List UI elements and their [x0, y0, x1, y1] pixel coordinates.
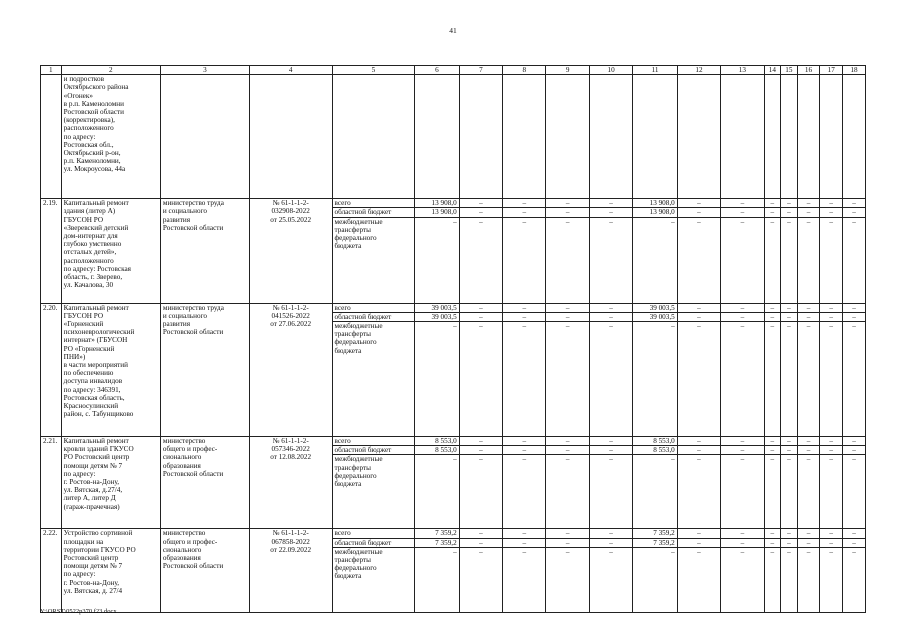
project-row — [41, 303, 866, 312]
amount-col-6: – — [415, 322, 459, 437]
amount-col-12: – — [677, 322, 720, 437]
column-number-1: 1 — [41, 66, 62, 75]
amount-col-14: – — [764, 208, 781, 217]
amount-col-8: – — [503, 199, 546, 208]
amount-col-12: – — [677, 312, 720, 321]
column-number-7: 7 — [459, 66, 502, 75]
project-doc: № 61-1-1-2- 067858-2022 от 22.09.2022 — [249, 529, 332, 612]
amount-col-9: – — [546, 538, 589, 547]
amount-col-17: – — [820, 199, 843, 208]
amount-col-9: – — [546, 312, 589, 321]
amount-col-9: – — [546, 529, 589, 538]
amount-col-9: – — [546, 199, 589, 208]
amount-col-18: – — [843, 303, 866, 312]
amount-col-11: 39 003,5 — [633, 312, 677, 321]
project-num: 2.22. — [41, 529, 62, 612]
amount-col-11: 13 908,0 — [633, 199, 677, 208]
amount-col-16: – — [797, 437, 820, 446]
project-row — [41, 199, 866, 208]
amount-col-7: – — [459, 303, 502, 312]
amount-col-10: – — [589, 446, 632, 455]
amount-col-13: – — [721, 199, 764, 208]
amount-col-8: – — [503, 455, 546, 529]
project-num: 2.20. — [41, 303, 62, 436]
funding-source-label: всего — [332, 437, 415, 446]
amount-col-7: – — [459, 529, 502, 538]
amount-col-7: – — [459, 312, 502, 321]
amount-col-17: – — [820, 208, 843, 217]
amount-col-10: – — [589, 217, 632, 303]
amount-col-6: 39 003,5 — [415, 303, 459, 312]
amount-col-14: – — [764, 322, 781, 437]
amount-col-15: – — [781, 529, 798, 538]
page-number: 41 — [449, 26, 457, 35]
amount-col-17: – — [820, 547, 843, 612]
amount-col-15: – — [781, 538, 798, 547]
amount-col-12: – — [677, 455, 720, 529]
amount-col-18: – — [843, 199, 866, 208]
project-org: министерство общего и профес- сионального образования Ростовской области — [160, 529, 249, 612]
continued-object-name: и подростков Октябрьского района «Огонек» в р.п. Каменоломни Ростовской области (корректировка), расположенного по адресу: Ростовская обл., Октябрьский р-он, р.п. Каменоломни, ул. Мокроусова, 44а — [61, 75, 160, 199]
amount-col-9: – — [546, 303, 589, 312]
column-number-2: 2 — [61, 66, 160, 75]
amount-col-6: – — [415, 547, 459, 612]
amount-col-14: – — [764, 437, 781, 446]
column-number-11: 11 — [633, 66, 677, 75]
amount-col-10: – — [589, 538, 632, 547]
amount-col-17: – — [820, 312, 843, 321]
amount-col-10: – — [589, 437, 632, 446]
column-number-4: 4 — [249, 66, 332, 75]
amount-col-14: – — [764, 217, 781, 303]
funding-source-label: межбюджетные трансферты федерального бюджета — [332, 322, 415, 437]
amount-col-18: – — [843, 446, 866, 455]
amount-col-15: – — [781, 547, 798, 612]
amount-col-16: – — [797, 529, 820, 538]
amount-col-8: – — [503, 322, 546, 437]
amount-col-11: 39 003,5 — [633, 303, 677, 312]
amount-col-12: – — [677, 217, 720, 303]
amount-col-17: – — [820, 529, 843, 538]
column-number-18: 18 — [843, 66, 866, 75]
amount-col-12: – — [677, 437, 720, 446]
amount-col-10: – — [589, 312, 632, 321]
budget-table — [40, 65, 866, 613]
project-org: министерство труда и социального развития Ростовской области — [160, 303, 249, 436]
amount-col-15: – — [781, 208, 798, 217]
amount-col-6: 8 553,0 — [415, 437, 459, 446]
column-number-row — [41, 66, 866, 75]
amount-col-12: – — [677, 538, 720, 547]
project-org: министерство общего и профес- сионального образования Ростовской области — [160, 437, 249, 529]
project-num: 2.21. — [41, 437, 62, 529]
amount-col-18: – — [843, 547, 866, 612]
amount-col-16: – — [797, 322, 820, 437]
amount-col-13: – — [721, 312, 764, 321]
amount-col-11: – — [633, 547, 677, 612]
project-num: 2.19. — [41, 199, 62, 303]
amount-col-6: 8 553,0 — [415, 446, 459, 455]
amount-col-10: – — [589, 322, 632, 437]
amount-col-14: – — [764, 547, 781, 612]
amount-col-6: 13 908,0 — [415, 208, 459, 217]
amount-col-7: – — [459, 217, 502, 303]
amount-col-16: – — [797, 303, 820, 312]
funding-source-label: всего — [332, 199, 415, 208]
amount-col-9: – — [546, 208, 589, 217]
amount-col-18: – — [843, 208, 866, 217]
amount-col-11: 8 553,0 — [633, 446, 677, 455]
column-number-8: 8 — [503, 66, 546, 75]
amount-col-15: – — [781, 322, 798, 437]
amount-col-10: – — [589, 529, 632, 538]
amount-col-8: – — [503, 437, 546, 446]
amount-col-12: – — [677, 446, 720, 455]
column-number-12: 12 — [677, 66, 720, 75]
amount-col-14: – — [764, 529, 781, 538]
amount-col-7: – — [459, 455, 502, 529]
continued-row — [41, 75, 866, 199]
amount-col-17: – — [820, 446, 843, 455]
amount-col-15: – — [781, 437, 798, 446]
amount-col-16: – — [797, 217, 820, 303]
column-number-15: 15 — [781, 66, 798, 75]
funding-source-label: всего — [332, 303, 415, 312]
amount-col-8: – — [503, 547, 546, 612]
amount-col-18: – — [843, 455, 866, 529]
amount-col-12: – — [677, 547, 720, 612]
amount-col-17: – — [820, 538, 843, 547]
amount-col-8: – — [503, 529, 546, 538]
funding-source-label: областной бюджет — [332, 312, 415, 321]
amount-col-6: 7 359,2 — [415, 529, 459, 538]
amount-col-10: – — [589, 547, 632, 612]
amount-col-8: – — [503, 312, 546, 321]
amount-col-11: 7 359,2 — [633, 529, 677, 538]
project-row — [41, 437, 866, 446]
amount-col-11: – — [633, 455, 677, 529]
amount-col-11: 8 553,0 — [633, 437, 677, 446]
amount-col-18: – — [843, 437, 866, 446]
column-number-9: 9 — [546, 66, 589, 75]
column-number-3: 3 — [160, 66, 249, 75]
amount-col-18: – — [843, 312, 866, 321]
column-number-14: 14 — [764, 66, 781, 75]
amount-col-10: – — [589, 208, 632, 217]
amount-col-14: – — [764, 303, 781, 312]
project-name: Капитальный ремонт кровли зданий ГКУСО РО Ростовский центр помощи детям № 7 по адресу: г. Ростов-на-Дону, ул. Вятская, д.27/4, литер А, литер Д (гараж-прачечная) — [61, 437, 160, 529]
amount-col-6: – — [415, 455, 459, 529]
column-number-10: 10 — [589, 66, 632, 75]
funding-source-label: межбюджетные трансферты федерального бюджета — [332, 547, 415, 612]
amount-col-18: – — [843, 322, 866, 437]
amount-col-16: – — [797, 199, 820, 208]
amount-col-15: – — [781, 199, 798, 208]
amount-col-13: – — [721, 547, 764, 612]
amount-col-12: – — [677, 199, 720, 208]
amount-col-7: – — [459, 547, 502, 612]
amount-col-8: – — [503, 217, 546, 303]
amount-col-17: – — [820, 217, 843, 303]
amount-col-13: – — [721, 322, 764, 437]
amount-col-7: – — [459, 322, 502, 437]
amount-col-7: – — [459, 199, 502, 208]
column-number-13: 13 — [721, 66, 764, 75]
amount-col-14: – — [764, 538, 781, 547]
project-org: министерство труда и социального развития Ростовской области — [160, 199, 249, 303]
amount-col-9: – — [546, 446, 589, 455]
funding-source-label: областной бюджет — [332, 208, 415, 217]
amount-col-13: – — [721, 208, 764, 217]
amount-col-11: – — [633, 217, 677, 303]
amount-col-16: – — [797, 208, 820, 217]
amount-col-17: – — [820, 322, 843, 437]
column-number-16: 16 — [797, 66, 820, 75]
amount-col-6: 39 003,5 — [415, 312, 459, 321]
project-row — [41, 529, 866, 538]
amount-col-12: – — [677, 529, 720, 538]
project-doc: № 61-1-1-2- 057346-2022 от 12.08.2022 — [249, 437, 332, 529]
amount-col-8: – — [503, 208, 546, 217]
amount-col-16: – — [797, 547, 820, 612]
amount-col-13: – — [721, 437, 764, 446]
amount-col-15: – — [781, 303, 798, 312]
amount-col-18: – — [843, 217, 866, 303]
amount-col-8: – — [503, 538, 546, 547]
column-number-17: 17 — [820, 66, 843, 75]
amount-col-6: 7 359,2 — [415, 538, 459, 547]
amount-col-15: – — [781, 312, 798, 321]
amount-col-13: – — [721, 538, 764, 547]
file-path-footer: Y:\ORST\0522p370.f23.docx — [40, 608, 117, 615]
amount-col-6: 13 908,0 — [415, 199, 459, 208]
project-doc: № 61-1-1-2- 041526-2022 от 27.06.2022 — [249, 303, 332, 436]
amount-col-18: – — [843, 538, 866, 547]
amount-col-17: – — [820, 455, 843, 529]
amount-col-10: – — [589, 455, 632, 529]
amount-col-14: – — [764, 199, 781, 208]
amount-col-14: – — [764, 446, 781, 455]
column-number-6: 6 — [415, 66, 459, 75]
amount-col-13: – — [721, 217, 764, 303]
amount-col-16: – — [797, 538, 820, 547]
funding-source-label: межбюджетные трансферты федерального бюджета — [332, 455, 415, 529]
funding-source-label: всего — [332, 529, 415, 538]
amount-col-7: – — [459, 437, 502, 446]
amount-col-13: – — [721, 455, 764, 529]
amount-col-14: – — [764, 312, 781, 321]
project-doc: № 61-1-1-2- 032908-2022 от 25.05.2022 — [249, 199, 332, 303]
amount-col-9: – — [546, 217, 589, 303]
amount-col-17: – — [820, 437, 843, 446]
amount-col-7: – — [459, 208, 502, 217]
amount-col-8: – — [503, 303, 546, 312]
amount-col-15: – — [781, 217, 798, 303]
amount-col-9: – — [546, 322, 589, 437]
amount-col-10: – — [589, 199, 632, 208]
amount-col-15: – — [781, 446, 798, 455]
amount-col-18: – — [843, 529, 866, 538]
amount-col-10: – — [589, 303, 632, 312]
amount-col-16: – — [797, 455, 820, 529]
amount-col-13: – — [721, 303, 764, 312]
amount-col-11: 7 359,2 — [633, 538, 677, 547]
amount-col-13: – — [721, 446, 764, 455]
funding-source-label: областной бюджет — [332, 446, 415, 455]
amount-col-13: – — [721, 529, 764, 538]
amount-col-7: – — [459, 446, 502, 455]
funding-source-label: областной бюджет — [332, 538, 415, 547]
amount-col-15: – — [781, 455, 798, 529]
amount-col-16: – — [797, 446, 820, 455]
amount-col-8: – — [503, 446, 546, 455]
project-name: Устройство сортивной площадки на территории ГКУСО РО Ростовский центр помощи детям № 7 по адресу: г. Ростов-на-Дону, ул. Вятская, д. 27/4 — [61, 529, 160, 612]
amount-col-7: – — [459, 538, 502, 547]
column-number-5: 5 — [332, 66, 415, 75]
amount-col-16: – — [797, 312, 820, 321]
project-name: Капитальный ремонт ГБУСОН РО «Горненский психоневрологический интернат» (ГБУСОН РО «Горненский ПНИ») в части мероприятий по обеспечению доступа инвалидов по адресу: 346391, Ростовская область, Красносулинский район, с. Табунщиково — [61, 303, 160, 436]
amount-col-12: – — [677, 303, 720, 312]
amount-col-11: 13 908,0 — [633, 208, 677, 217]
amount-col-14: – — [764, 455, 781, 529]
amount-col-6: – — [415, 217, 459, 303]
amount-col-17: – — [820, 303, 843, 312]
amount-col-9: – — [546, 437, 589, 446]
funding-source-label: межбюджетные трансферты федерального бюджета — [332, 217, 415, 303]
amount-col-9: – — [546, 547, 589, 612]
amount-col-11: – — [633, 322, 677, 437]
amount-col-12: – — [677, 208, 720, 217]
project-name: Капитальный ремонт здания (литер А) ГБУСОН РО «Зверевский детский дом-интернат для глубоко умственно отсталых детей», расположенного по адресу: Ростовская область, г. Зверево, ул. Качалова, 30 — [61, 199, 160, 303]
amount-col-9: – — [546, 455, 589, 529]
